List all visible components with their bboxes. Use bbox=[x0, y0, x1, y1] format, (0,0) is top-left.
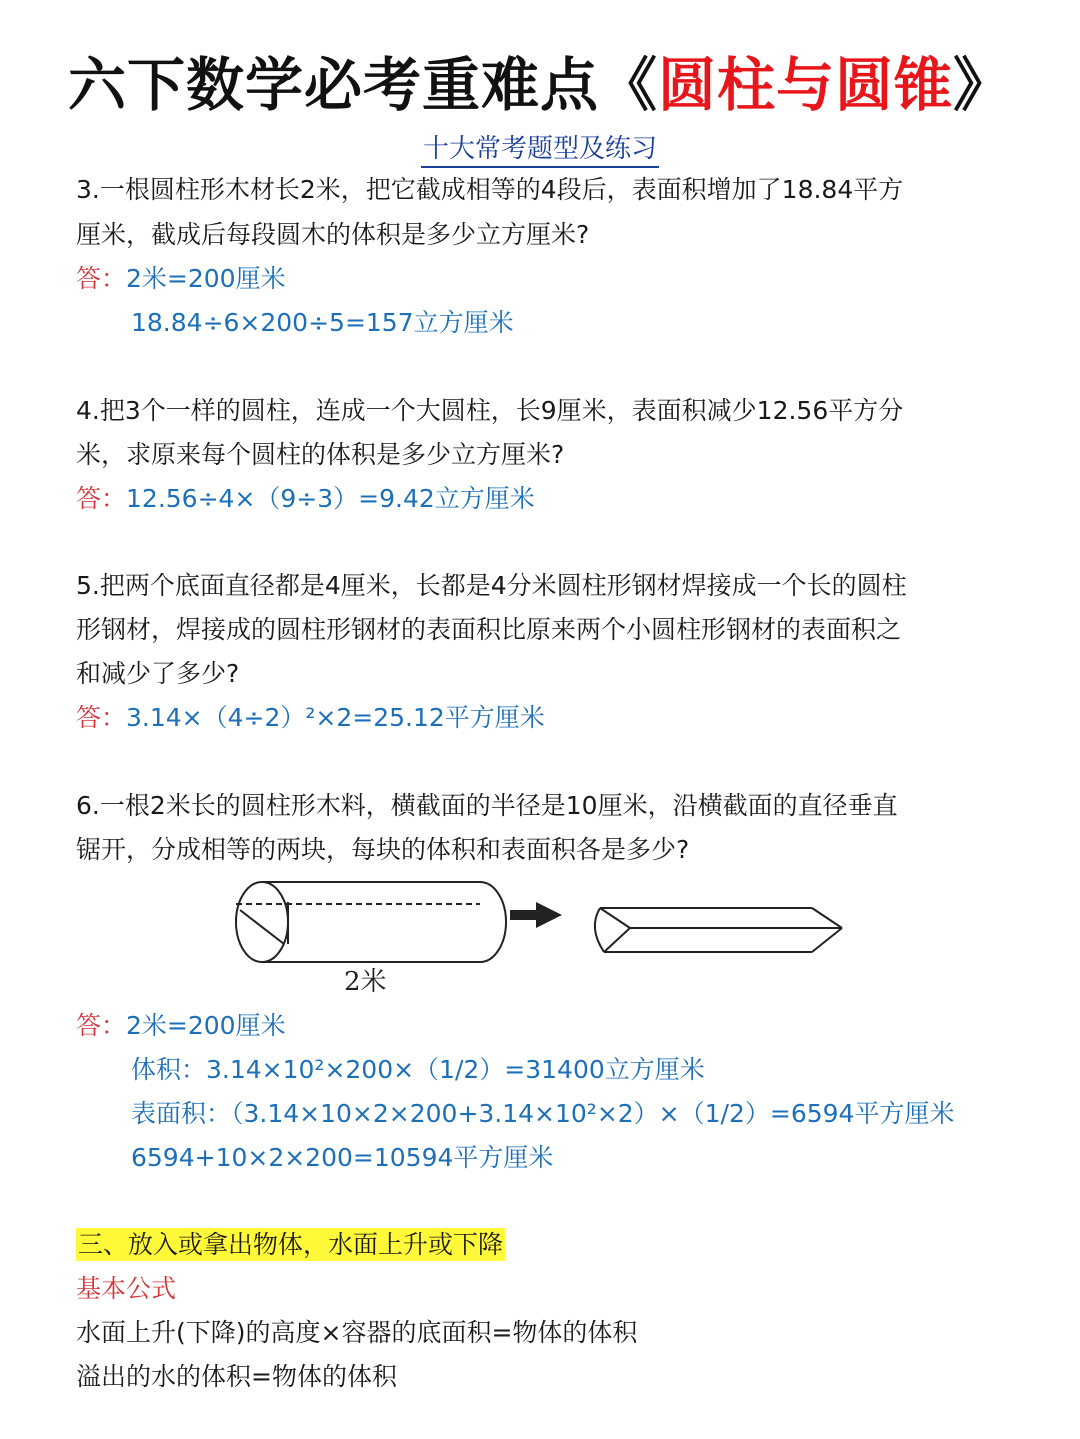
q5-answer-label: 答： bbox=[76, 703, 127, 732]
title-bracket-open: 《 bbox=[598, 51, 658, 119]
title-bracket-close: 》 bbox=[953, 51, 1013, 119]
section3-heading bbox=[76, 1230, 505, 1260]
page-title bbox=[0, 38, 1080, 122]
q3-answer-1: 2米=200厘米 bbox=[126, 264, 286, 293]
q5-answer-row bbox=[76, 703, 545, 733]
subtitle-text: 十大常考题型及练习 bbox=[421, 134, 659, 168]
title-main: 六下数学必考重难点 bbox=[67, 51, 599, 119]
formula-label: 基本公式 bbox=[76, 1274, 177, 1303]
q6-answer-row bbox=[76, 1011, 286, 1041]
q5-text-line3: 和减少了多少? bbox=[76, 659, 240, 688]
q4-text-line2: 米，求原来每个圆柱的体积是多少立方厘米? bbox=[76, 440, 565, 469]
q4-answer-label: 答： bbox=[76, 484, 127, 513]
arrow-right-icon bbox=[510, 902, 562, 928]
page-subtitle bbox=[0, 128, 1080, 165]
q6-text-line1: 6.一根2米长的圆柱形木料，横截面的半径是10厘米，沿横截面的直径垂直 bbox=[76, 791, 898, 820]
q6-answer-2: 体积：3.14×10²×200×（1/2）=31400立方厘米 bbox=[131, 1055, 705, 1084]
q5-text-line2: 形钢材，焊接成的圆柱形钢材的表面积比原来两个小圆柱形钢材的表面积之 bbox=[76, 615, 902, 644]
q6-answer-label: 答： bbox=[76, 1011, 127, 1040]
q6-text-line2: 锯开，分成相等的两块，每块的体积和表面积各是多少? bbox=[76, 835, 690, 864]
section3-heading-text: 三、放入或拿出物体，水面上升或下降 bbox=[78, 1230, 504, 1259]
q3-text-line2: 厘米，截成后每段圆木的体积是多少立方厘米? bbox=[76, 220, 590, 249]
q3-answer-label: 答： bbox=[76, 264, 127, 293]
q5-answer-1: 3.14×（4÷2）²×2=25.12平方厘米 bbox=[126, 703, 545, 732]
q4-text-line1: 4.把3个一样的圆柱，连成一个大圆柱，长9厘米，表面积减少12.56平方分 bbox=[76, 396, 904, 425]
cylinder-cut-figure bbox=[232, 872, 852, 1000]
q6-answer-1: 2米=200厘米 bbox=[126, 1011, 286, 1040]
formula-1: 水面上升(下降)的高度×容器的底面积=物体的体积 bbox=[76, 1318, 638, 1347]
q3-answer-row bbox=[76, 264, 286, 294]
q6-answer-4: 6594+10×2×200=10594平方厘米 bbox=[131, 1143, 554, 1172]
half-cylinder-diagram bbox=[595, 908, 842, 952]
q5-text-line1: 5.把两个底面直径都是4厘米，长都是4分米圆柱形钢材焊接成一个长的圆柱 bbox=[76, 571, 907, 600]
q6-answer-3: 表面积：（3.14×10×2×200+3.14×10²×2）×（1/2）=6594平方厘米 bbox=[131, 1099, 955, 1128]
title-highlight: 圆柱与圆锥 bbox=[658, 51, 954, 119]
q4-answer-row bbox=[76, 484, 535, 514]
cylinder-diagram bbox=[236, 882, 506, 962]
figure-length-label: 2米 bbox=[344, 967, 387, 997]
q3-text-line1: 3.一根圆柱形木材长2米，把它截成相等的4段后，表面积增加了18.84平方 bbox=[76, 175, 904, 204]
formula-2: 溢出的水的体积=物体的体积 bbox=[76, 1362, 397, 1391]
q4-answer-1: 12.56÷4×（9÷3）=9.42立方厘米 bbox=[126, 484, 535, 513]
q3-answer-2: 18.84÷6×200÷5=157立方厘米 bbox=[131, 308, 514, 337]
